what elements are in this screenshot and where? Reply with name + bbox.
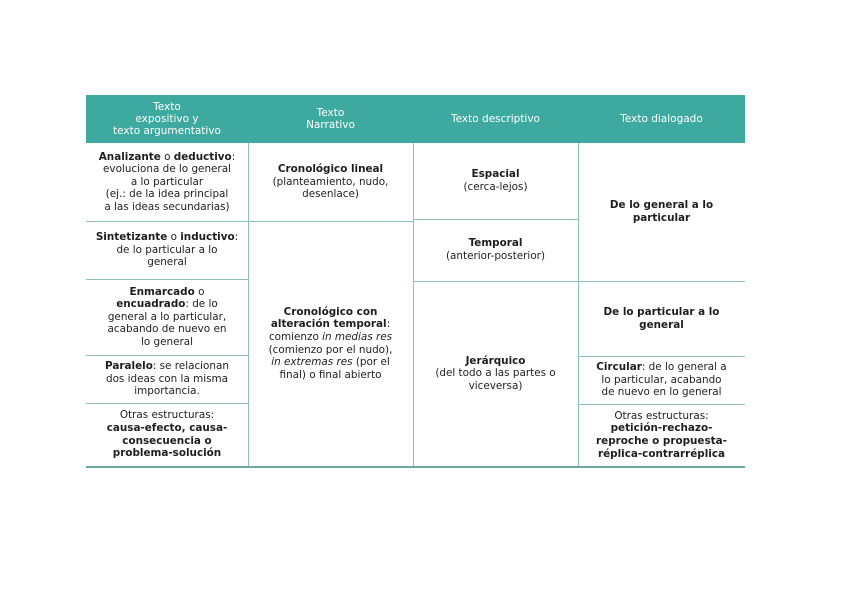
term: inductivo xyxy=(180,231,235,244)
description-line: Otras estructuras: xyxy=(119,409,215,422)
cell-general-particular xyxy=(578,143,745,281)
term: alteración temporal xyxy=(270,318,387,331)
term: Sintetizante xyxy=(95,231,168,244)
description-line: acabando de nuevo en xyxy=(107,323,227,336)
description-line: (por el xyxy=(352,356,390,369)
header-expositivo-line: texto argumentativo xyxy=(113,125,221,137)
row-divider xyxy=(413,219,578,220)
row-divider xyxy=(86,355,248,356)
header-dialogado xyxy=(578,95,745,143)
text-structures-table xyxy=(86,95,745,468)
cell-cronologico-alteracion xyxy=(248,221,413,466)
term: réplica-contrarréplica xyxy=(597,447,726,460)
cell-analizante xyxy=(86,143,248,221)
description-line: a lo particular xyxy=(130,175,204,188)
term: Jerárquico xyxy=(465,354,526,367)
description-line: importancia. xyxy=(134,385,200,398)
latin-term: in medias res xyxy=(322,330,393,343)
header-expositivo-line: Texto xyxy=(153,101,181,113)
description-line: dos ideas con la misma xyxy=(105,372,229,385)
header-descriptivo-label: Texto descriptivo xyxy=(451,113,540,125)
term: Temporal xyxy=(468,237,523,250)
latin-term: in extremas res xyxy=(271,356,353,369)
cell-otras-dialogado xyxy=(578,404,745,466)
header-dialogado-label: Texto dialogado xyxy=(620,113,703,125)
row-divider xyxy=(86,279,248,280)
term: problema-solución xyxy=(112,447,222,460)
row-divider xyxy=(578,404,745,405)
cell-cronologico-lineal xyxy=(248,143,413,221)
description-line: viceversa) xyxy=(468,379,523,392)
connector: : se relacionan xyxy=(152,360,229,373)
header-narrativo-line: Texto xyxy=(316,107,345,119)
row-divider xyxy=(578,281,745,282)
column-divider xyxy=(413,143,414,466)
cell-particular-general xyxy=(578,281,745,356)
row-divider xyxy=(413,281,578,282)
cell-otras-expositivo xyxy=(86,403,248,466)
description-line: lo particular, acabando xyxy=(601,373,722,386)
description-line: general a lo particular, xyxy=(107,310,227,323)
description-line: (ej.: de la idea principal xyxy=(105,188,229,201)
cell-enmarcado xyxy=(86,279,248,355)
description-line: de lo particular a lo xyxy=(116,243,218,256)
description-line: general xyxy=(147,256,187,269)
row-divider xyxy=(578,356,745,357)
header-narrativo-line: Narrativo xyxy=(306,119,355,131)
cell-paralelo xyxy=(86,355,248,403)
connector: : xyxy=(234,231,239,244)
term: reproche o propuesta- xyxy=(596,435,727,447)
term: consecuencia o xyxy=(122,434,212,447)
column-divider xyxy=(578,143,579,466)
table-bottom-border xyxy=(86,466,745,468)
term: petición-rechazo- xyxy=(610,422,713,435)
term: particular xyxy=(632,212,691,224)
cell-circular xyxy=(578,356,745,404)
term: Cronológico lineal xyxy=(277,163,384,176)
row-divider xyxy=(248,221,413,222)
header-narrativo xyxy=(248,95,413,143)
description-line: (anterior-posterior) xyxy=(445,250,546,262)
term: Espacial xyxy=(471,168,520,181)
description-line: lo general xyxy=(140,335,194,348)
connector: : xyxy=(231,150,236,163)
row-divider xyxy=(86,221,248,222)
term: Cronológico con xyxy=(283,305,378,318)
description-line: (cerca-lejos) xyxy=(463,181,528,193)
term: deductivo xyxy=(173,150,232,163)
description-line: Otras estructuras: xyxy=(614,409,709,422)
description-line: (del todo a las partes o xyxy=(435,367,556,380)
cell-jerarquico xyxy=(413,281,578,466)
cell-sintetizante xyxy=(86,221,248,279)
connector: : de lo general a xyxy=(641,361,727,374)
connector: : de lo xyxy=(185,298,218,311)
header-expositivo-line: expositivo y xyxy=(135,113,199,125)
description-line: comienzo xyxy=(268,330,323,343)
connector: o xyxy=(160,150,174,163)
description-line: desenlace) xyxy=(302,188,359,201)
description-line: (comienzo por el nudo), xyxy=(268,343,393,356)
connector: o xyxy=(167,231,181,244)
term: Paralelo xyxy=(105,360,153,373)
description-line: (planteamiento, nudo, xyxy=(272,175,389,188)
term: encuadrado xyxy=(116,298,186,311)
term: general xyxy=(639,318,684,331)
row-divider xyxy=(86,403,248,404)
description-line: de nuevo en lo general xyxy=(601,386,722,399)
header-descriptivo xyxy=(413,95,578,143)
term: De lo general a lo xyxy=(609,199,714,212)
connector: : xyxy=(386,318,391,331)
header-expositivo xyxy=(86,95,248,143)
description-line: evoluciona de lo general xyxy=(103,163,231,176)
connector: o xyxy=(194,285,205,298)
column-divider xyxy=(248,143,249,466)
term: De lo particular a lo xyxy=(603,305,720,318)
term: Analizante xyxy=(98,150,161,163)
term: causa-efecto, causa- xyxy=(106,421,228,434)
description-line: final) o final abierto xyxy=(279,368,382,381)
cell-temporal xyxy=(413,219,578,281)
cell-espacial xyxy=(413,143,578,219)
term: Enmarcado xyxy=(129,285,195,298)
description-line: a las ideas secundarias) xyxy=(104,200,230,213)
term: Circular xyxy=(596,361,642,374)
